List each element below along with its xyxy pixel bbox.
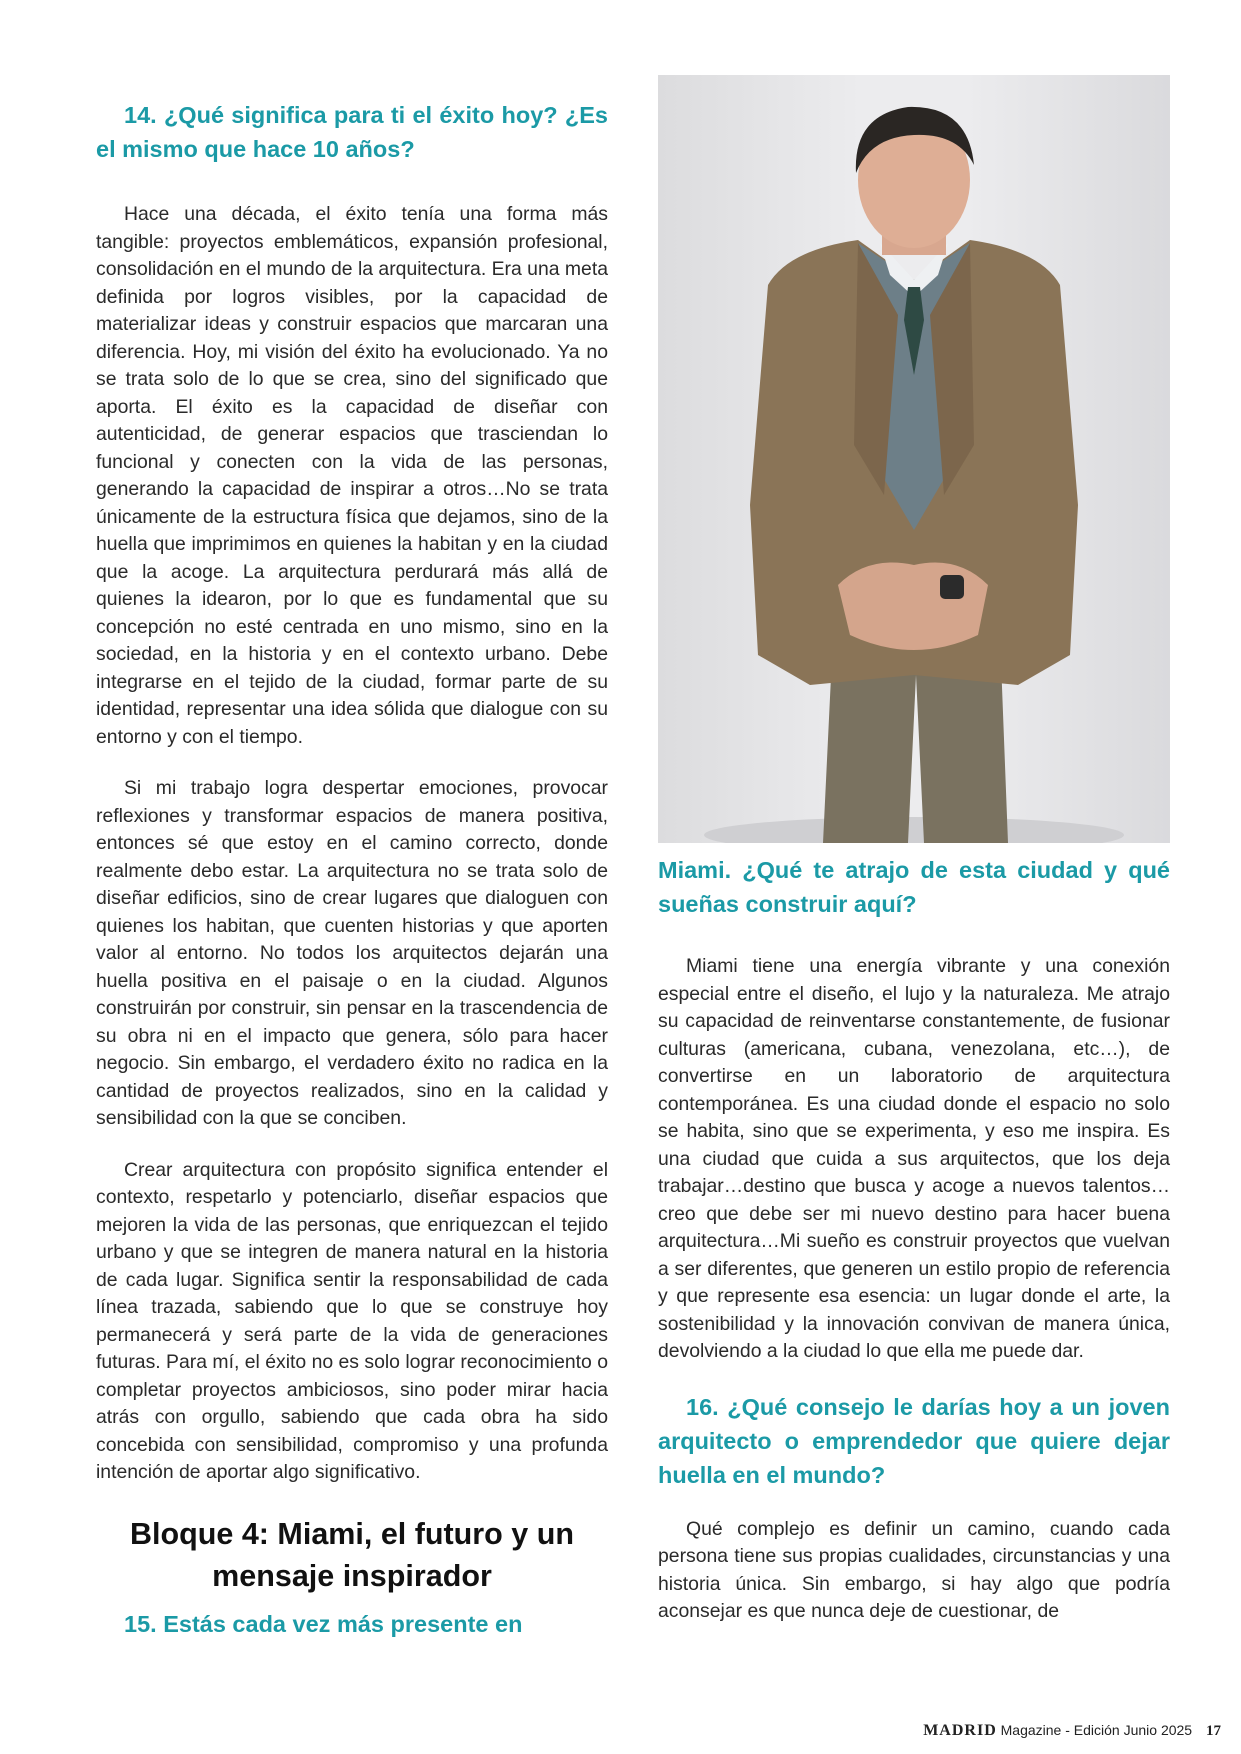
- block-title: Bloque 4: Miami, el futuro y un mensaje inspirador: [130, 1516, 574, 1593]
- page-number: 17: [1206, 1723, 1221, 1739]
- question-14-paragraph-1: Hace una década, el éxito tenía una forma más tangible: proyectos emblemáticos, expansión profesional, consolidación en el mundo de la arquitectura. Era una meta definida por logros visibles, por la capacidad de materializar ideas y construir espacios que marcaran una diferencia. Hoy, mi visión del éxito ha evolucionado. Ya no se trata solo de lo que se crea, sino del significado que aporta. El éxito es la capacidad de diseñar con autenticidad, de generar espacios que trasciendan lo funcional y conecten con la vida de las personas, generando la capacidad de inspirar a otros…No se trata únicamente de la estructura física que dejamos, sino de la huella que imprimimos en quienes la habitan y en la ciudad que la acoge. La arquitectura perdurará más allá de quienes la idearon, por lo que es fundamental que su concepción no esté centrada en uno mismo, sino en la sociedad, en la historia y en el contexto urbano. Debe integrarse en el tejido de la ciudad, formar parte de su identidad, representar una idea sólida que dialogue con su entorno y con el tiempo.: [96, 203, 609, 748]
- question-16-heading: 16. ¿Qué consejo le darías hoy a un joven arquitecto o emprendedor que quiere dejar huella en el mundo?: [658, 1393, 1170, 1488]
- left-column: [96, 98, 608, 1641]
- page-footer: [923, 1722, 1221, 1740]
- edition-label: Magazine - Edición Junio 2025: [1000, 1722, 1193, 1738]
- question-14-heading: 14. ¿Qué significa para ti el éxito hoy? ¿Es el mismo que hace 10 años?: [96, 102, 608, 162]
- right-column: [658, 75, 1170, 1626]
- portrait-illustration: [658, 75, 1170, 843]
- question-14-paragraph-3: Crear arquitectura con propósito significa entender el contexto, respetarlo y potenciarlo, diseñar espacios que mejoren la vida de las personas, que enriquezcan el tejido urbano y que se integren de manera natural en la historia de cada lugar. Significa sentir la responsabilidad de cada línea trazada, sabiendo que lo que se construye hoy permanecerá y será parte de la vida de generaciones futuras. Para mí, el éxito no es solo lograr reconocimiento o completar proyectos ambiciosos, sino poder mirar hacia atrás con orgullo, sabiendo que cada obra ha sido concebida con sensibilidad, compromiso y una profunda intención de aportar algo significativo.: [96, 1158, 608, 1483]
- magazine-brand: MADRID: [923, 1722, 997, 1739]
- question-14-paragraph-2: Si mi trabajo logra despertar emociones, provocar reflexiones y transformar espacios de manera positiva, entonces sé que estoy en el camino correcto, donde realmente debo estar. La arquitectura no se trata solo de diseñar edificios, sino de crear lugares que dialoguen con quienes los habitan, que cuenten historias y que aporten valor al entorno. No todos los arquitectos dejarán una huella positiva en el paisaje o en la ciudad. Algunos construirán por construir, sin pensar en la trascendencia de su obra ni en el impacto que genera, sólo para hacer negocio. Sin embargo, el verdadero éxito no radica en la cantidad de proyectos realizados, sino en la calidad y sensibilidad con la que se conciben.: [96, 777, 608, 1129]
- question-16-paragraph-1: Qué complejo es definir un camino, cuando cada persona tiene sus propias cualidades, circunstancias y una historia única. Sin embargo, si hay algo que podría aconsejar es que nunca deje de cuestionar, de: [658, 1517, 1170, 1622]
- portrait-photo: [658, 75, 1170, 843]
- question-15-heading-start: 15. Estás cada vez más presente en: [124, 1610, 523, 1637]
- question-15-heading-end: Miami. ¿Qué te atrajo de esta ciudad y qué sueñas construir aquí?: [658, 857, 1170, 917]
- question-15-paragraph-1: Miami tiene una energía vibrante y una conexión especial entre el diseño, el lujo y la naturaleza. Me atrajo su capacidad de reinventarse constantemente, de fusionar culturas (americana, cubana, venezolana, etc…), de convertirse en un laboratorio de arquitectura contemporánea. Es una ciudad donde el espacio no solo se habita, sino que se experimenta, y eso me inspira. Es una ciudad que cuida a sus arquitectos, que los deja trabajar…destino que busca y acoge a nuevos talentos…creo que debe ser mi nuevo destino para hacer buena arquitectura…Mi sueño es construir proyectos que vuelvan a ser diferentes, que generen un estilo propio de referencia y que represente esa esencia: un lugar donde el arte, la sostenibilidad y la innovación convivan de manera única, devolviendo a la ciudad lo que ella me puede dar.: [658, 955, 1170, 1362]
